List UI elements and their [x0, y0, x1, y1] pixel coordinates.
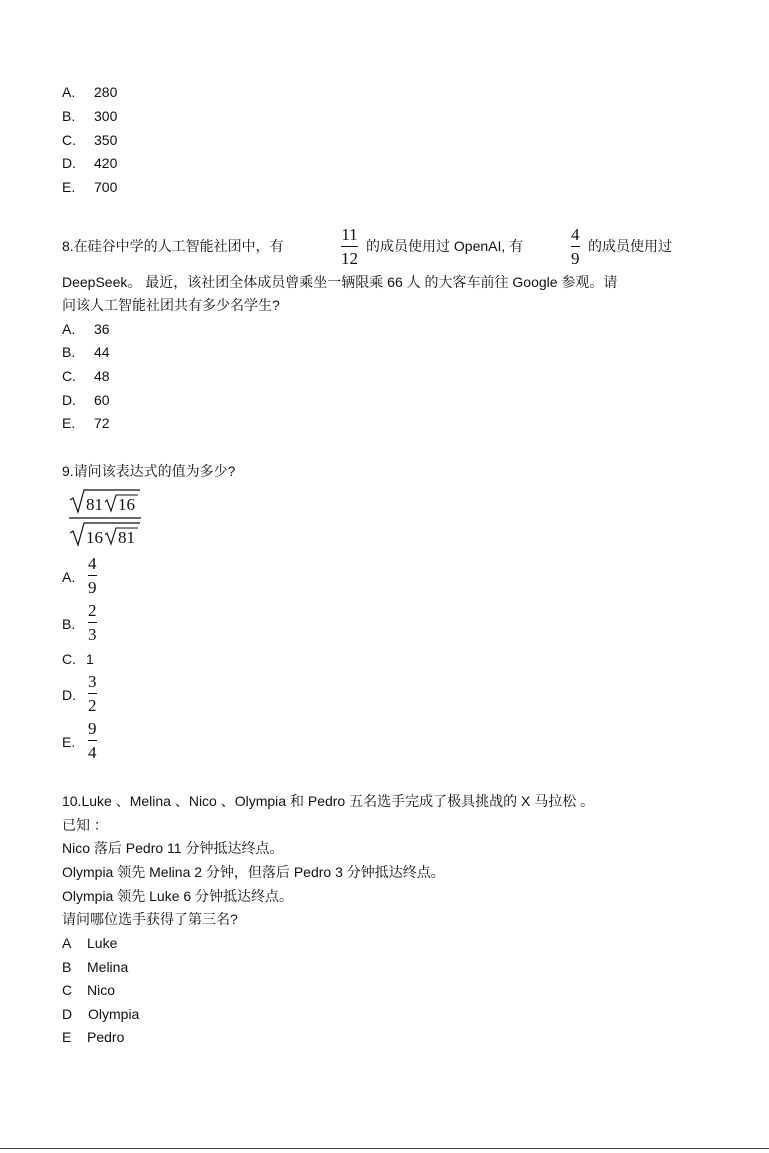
- q10-line3: Nico 落后 Pedro 11 分钟抵达终点。: [62, 840, 284, 856]
- q10-line5: Olympia 领先 Luke 6 分钟抵达终点。: [62, 888, 294, 904]
- numerator-outer-radicand: 81: [86, 495, 103, 514]
- fraction: 4 9: [88, 554, 97, 597]
- denominator-inner-radicand: 81: [118, 528, 135, 547]
- fraction: 9 4: [88, 719, 97, 762]
- denominator-outer-radicand: 16: [86, 528, 103, 547]
- q8-text-line2: DeepSeek。 最近，该社团全体成员曾乘坐一辆限乘 66 人 的大客车前往 Google 参观。请: [62, 274, 618, 290]
- q8-fraction-11-12: [341, 226, 358, 268]
- fraction-bar: [341, 246, 358, 247]
- page-bottom-rule: [0, 1148, 769, 1149]
- q10-line4: Olympia 领先 Melina 2 分钟，但落后 Pedro 3 分钟抵达终点。: [62, 864, 445, 880]
- q8-text-suffix: 的成员使用过: [588, 238, 672, 254]
- fraction: 2 3: [88, 601, 97, 644]
- q9-question: 9.请问该表达式的值为多少?: [62, 463, 236, 479]
- fraction-denominator: 12: [341, 249, 358, 268]
- q8-fraction-4-9: [571, 226, 580, 268]
- q9-expression: [66, 488, 146, 550]
- fraction: 3 2: [88, 672, 97, 715]
- q10-line6: 请问哪位选手获得了第三名?: [62, 911, 238, 927]
- numerator-inner-radicand: 16: [118, 495, 135, 514]
- fraction-bar: [571, 246, 580, 247]
- fraction-denominator: 9: [571, 249, 580, 268]
- fraction-numerator: 4: [571, 225, 580, 244]
- q10-line1: 10.Luke 、Melina 、Nico 、Olympia 和 Pedro 五名选手完成了极具挑战的 X 马拉松 。: [62, 793, 595, 809]
- q10-line2: 已知 ：: [62, 817, 108, 833]
- fraction-numerator: 11: [341, 225, 358, 244]
- q8-text-line3: 问该人工智能社团共有多少名学生?: [62, 297, 280, 313]
- q8-text-prefix: 8.在硅谷中学的人工智能社团中，有: [62, 238, 284, 254]
- q8-text-mid: 的成员使用过 OpenAI, 有: [366, 238, 524, 254]
